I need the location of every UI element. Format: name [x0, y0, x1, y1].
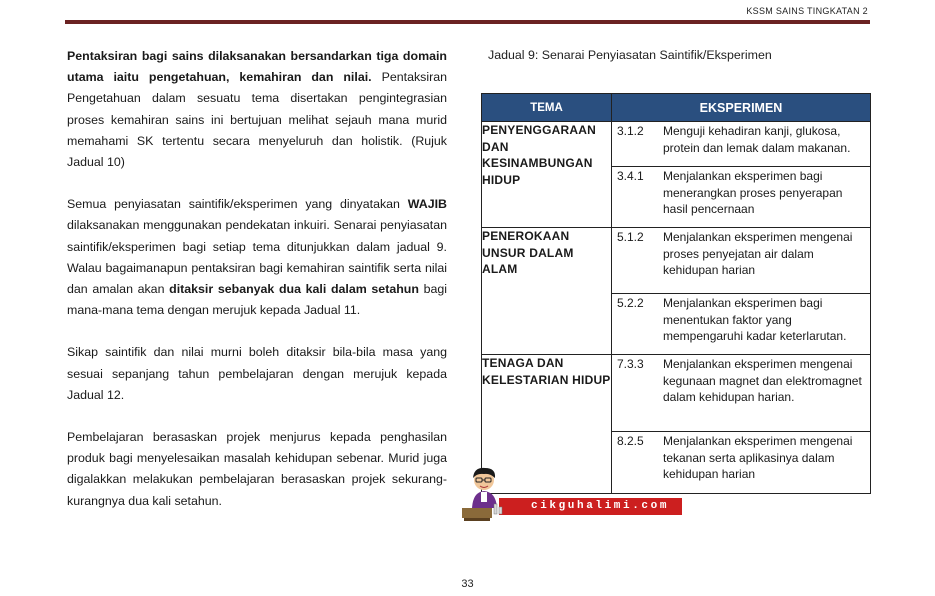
- column-header-eksperimen: EKSPERIMEN: [612, 94, 871, 122]
- paragraph-text: bagi mana-mana tema dengan merujuk kepada Jadual 11.: [67, 282, 447, 318]
- experiment-code: 5.1.2: [617, 230, 644, 244]
- tema-cell: PENYENGGARAAN DAN KESINAMBUNGAN HIDUP: [482, 122, 612, 228]
- watermark-logo: [462, 464, 687, 524]
- paragraph-project-learning: Pembelajaran berasaskan projek menjurus kepada penghasilan produk bagi menyelesaikan masalah kehidupan sebenar. Murid juga digalakkan melakukan pembelajaran berasaskan projek sekurang-kurangnya dua kali setahun.: [67, 430, 447, 508]
- emphasis-twice-yearly: ditaksir sebanyak dua kali dalam setahun: [169, 282, 419, 297]
- emphasis-wajib: WAJIB: [407, 197, 447, 212]
- experiment-cell: [612, 228, 871, 294]
- paragraph-assessment-domains: [67, 46, 447, 173]
- cartoon-teacher-icon: [462, 464, 510, 524]
- tema-cell: TENAGA DAN KELESTARIAN HIDUP: [482, 355, 612, 494]
- experiment-description: Menjalankan eksperimen bagi menerangkan proses penyerapan hasil pencernaan: [663, 169, 843, 216]
- experiment-cell: [612, 355, 871, 432]
- table-caption: Jadual 9: Senarai Penyiasatan Saintifik/Eksperimen: [488, 48, 772, 62]
- table-row: [482, 122, 871, 167]
- experiment-cell: [612, 167, 871, 228]
- experiment-code: 3.4.1: [617, 169, 644, 183]
- paragraph-mandatory-experiments: [67, 194, 447, 321]
- header-title: KSSM SAINS TINGKATAN 2: [746, 6, 868, 16]
- table-header-row: [482, 94, 871, 122]
- tema-cell: PENEROKAAN UNSUR DALAM ALAM: [482, 228, 612, 355]
- column-header-tema: TEMA: [482, 94, 612, 122]
- table-row: [482, 355, 871, 432]
- experiment-description: Menjalankan eksperimen mengenai kegunaan magnet dan elektromagnet dalam kehidupan harian.: [663, 357, 862, 404]
- page-number: 33: [461, 578, 474, 590]
- experiment-description: Menjalankan eksperimen bagi menentukan faktor yang mempengaruhi kadar keterlarutan.: [663, 296, 847, 343]
- paragraph-text: Semua penyiasatan saintifik/eksperimen yang dinyatakan: [67, 197, 408, 212]
- experiment-cell: [612, 122, 871, 167]
- experiment-code: 7.3.3: [617, 357, 644, 371]
- experiment-code: 5.2.2: [617, 296, 644, 310]
- body-text-column: [67, 46, 447, 512]
- table-row: [482, 228, 871, 294]
- experiment-code: 3.1.2: [617, 124, 644, 138]
- paragraph-bold-intro: Pentaksiran bagi sains dilaksanakan bersandarkan tiga domain utama iaitu pengetahuan, kemahiran dan nilai.: [67, 49, 447, 85]
- watermark-text: cikguhalimi.com: [499, 498, 682, 515]
- experiment-description: Menguji kehadiran kanji, glukosa, protein dan lemak dalam makanan.: [663, 124, 851, 155]
- experiment-description: Menjalankan eksperimen mengenai proses penyejatan air dalam kehidupan harian: [663, 230, 853, 277]
- paragraph-scientific-attitudes: Sikap saintifik dan nilai murni boleh ditaksir bila-bila masa yang sesuai sepanjang tahun pembelajaran dengan merujuk kepada Jadual 12.: [67, 345, 447, 402]
- paragraph-text: dilaksanakan menggunakan pendekatan inkuiri. Senarai penyiasatan saintifik/eksperimen bagi setiap tema ditunjukkan dalam jadual 9. Walau bagaimanapun pentaksiran bagi kemahiran saintifik serta nilai dan amalan akan: [67, 218, 447, 297]
- experiment-description: Menjalankan eksperimen mengenai tekanan serta aplikasinya dalam kehidupan harian: [663, 434, 853, 481]
- paragraph-text: Pentaksiran Pengetahuan dalam sesuatu tema disertakan pengintegrasian proses kemahiran sains ini bertujuan melihat sejauh mana murid memahami SK tertentu secara menyeluruh dan holistik. (Rujuk Jadual 10): [67, 70, 448, 170]
- header-rule: [65, 20, 870, 24]
- experiment-code: 8.2.5: [617, 434, 644, 448]
- experiment-cell: [612, 294, 871, 355]
- experiment-table: [481, 93, 871, 494]
